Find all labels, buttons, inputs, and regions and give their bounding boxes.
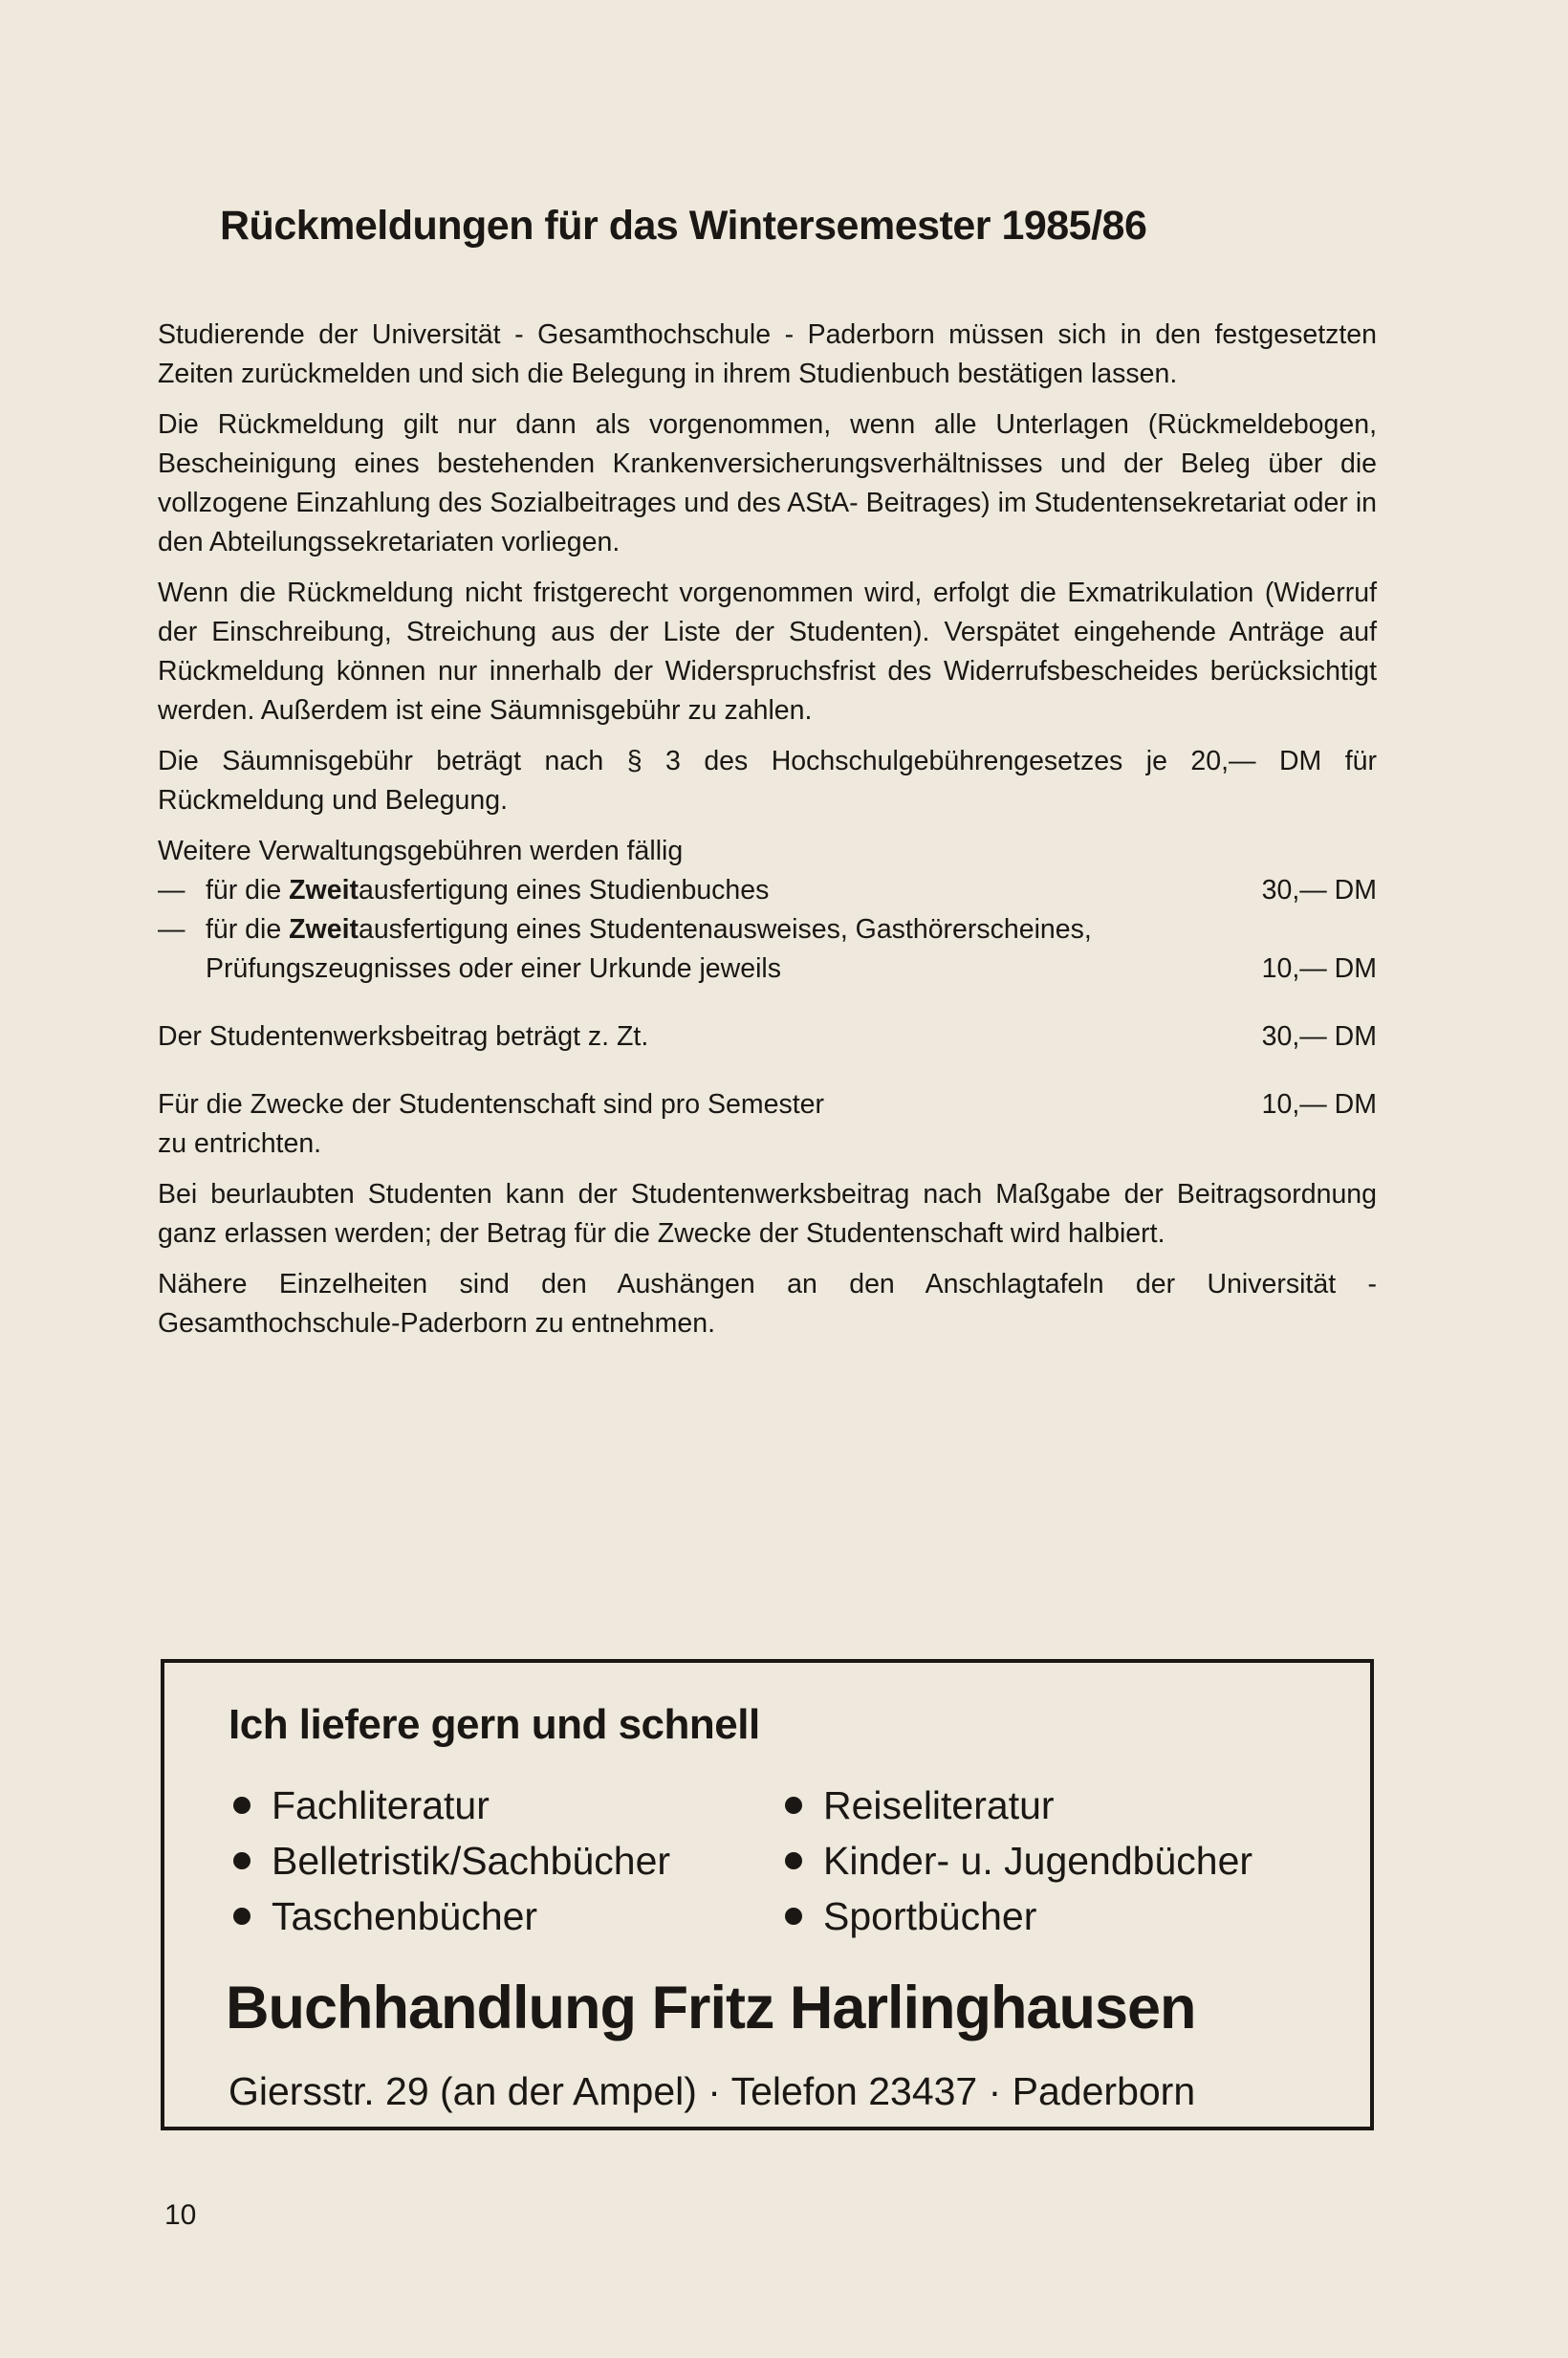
shop-address: Giersstr. 29 (an der Ampel) · Telefon 23437 · Paderborn	[229, 2069, 1196, 2113]
list-item: Kinder- u. Jugendbücher	[785, 1833, 1252, 1889]
list-item: Sportbücher	[785, 1889, 1252, 1944]
fee-studentenwerk	[158, 1017, 1377, 1057]
ad-heading: Ich liefere gern und schnell	[229, 1701, 760, 1748]
fee-label: Der Studentenwerksbeitrag beträgt z. Zt.	[158, 1021, 649, 1052]
list-item: Reiseliteratur	[785, 1778, 1252, 1833]
fee-studentenschaft	[158, 1085, 1377, 1124]
shop-name: Buchhandlung Fritz Harlinghausen	[226, 1975, 1196, 2041]
bullet-icon	[233, 1797, 250, 1814]
dash: —	[158, 875, 185, 906]
paragraph-exmatriculation: Wenn die Rückmeldung nicht fristgerecht vorgenommen wird, erfolgt die Exmatrikulation (Widerruf der Einschreibung, Streichung aus der Liste der Studenten). Verspätet eingehende Anträge auf Rückmeldung können nur innerhalb der Widerspruchsfrist des Widerrufsbescheides berücksichtigt werden. Außerdem ist eine Säumnisgebühr zu zahlen.	[158, 578, 1377, 726]
bullet-icon	[785, 1797, 802, 1814]
ad-list-left	[233, 1778, 670, 1944]
fee-intro: Weitere Verwaltungsgebühren werden fällig	[158, 836, 684, 866]
bullet-icon	[785, 1852, 802, 1869]
fee-amount: 30,— DM	[1261, 875, 1377, 906]
fee-label: Für die Zwecke der Studentenschaft sind pro Semester	[158, 1089, 825, 1120]
fee-amount: 10,— DM	[1261, 1089, 1377, 1120]
fee-item-studienbuch	[158, 871, 1377, 910]
page-title: Rückmeldungen für das Wintersemester 1985/86	[220, 203, 1147, 249]
ad-list-right	[785, 1778, 1252, 1944]
body-text	[158, 316, 1377, 1355]
list-item: Fachliteratur	[233, 1778, 670, 1833]
dash: —	[158, 914, 185, 945]
bullet-icon	[233, 1852, 250, 1869]
paragraph-leave: Bei beurlaubten Studenten kann der Studentenwerksbeitrag nach Maßgabe der Beitragsordnung ganz erlassen werden; der Betrag für die Zwecke der Studentenschaft wird halbiert.	[158, 1179, 1377, 1249]
paragraph-documents: Die Rückmeldung gilt nur dann als vorgenommen, wenn alle Unterlagen (Rückmeldebogen, Bescheinigung eines bestehenden Krankenversicherungsverhältnisses und der Beleg über die vollzogene Einzahlung des Sozialbeitrages und des AStA- Beitrages) im Studentensekretariat oder in den Abteilungssekretariaten vorliegen.	[158, 409, 1377, 557]
fee-amount: 10,— DM	[1261, 953, 1377, 984]
bullet-icon	[785, 1908, 802, 1925]
list-item: Belletristik/Sachbücher	[233, 1833, 670, 1889]
paragraph-late-fee: Die Säumnisgebühr beträgt nach § 3 des Hochschulgebührengesetzes je 20,— DM für Rückmeldung und Belegung.	[158, 746, 1377, 816]
fee-label: für die Zweitausfertigung eines Studienbuches	[206, 875, 770, 906]
fee-label: für die Zweitausfertigung eines Studentenausweises, Gasthörerscheines, Prüfungszeugnisses oder einer Urkunde jeweils	[206, 914, 1092, 984]
fee-item-ausweis	[158, 910, 1377, 989]
fee-list	[158, 832, 1377, 989]
paragraph-details: Nähere Einzelheiten sind den Aushängen an den Anschlagtafeln der Universität - Gesamthochschule-Paderborn zu entnehmen.	[158, 1269, 1377, 1339]
fee-amount: 30,— DM	[1261, 1021, 1377, 1052]
bullet-icon	[233, 1908, 250, 1925]
bookshop-advertisement	[161, 1659, 1374, 2130]
page-number: 10	[164, 2199, 197, 2231]
fee-label-continued: zu entrichten.	[158, 1128, 322, 1159]
list-item: Taschenbücher	[233, 1889, 670, 1944]
paragraph-registration: Studierende der Universität - Gesamthochschule - Paderborn müssen sich in den festgesetzten Zeiten zurückmelden und sich die Belegung in ihrem Studienbuch bestätigen lassen.	[158, 319, 1377, 389]
